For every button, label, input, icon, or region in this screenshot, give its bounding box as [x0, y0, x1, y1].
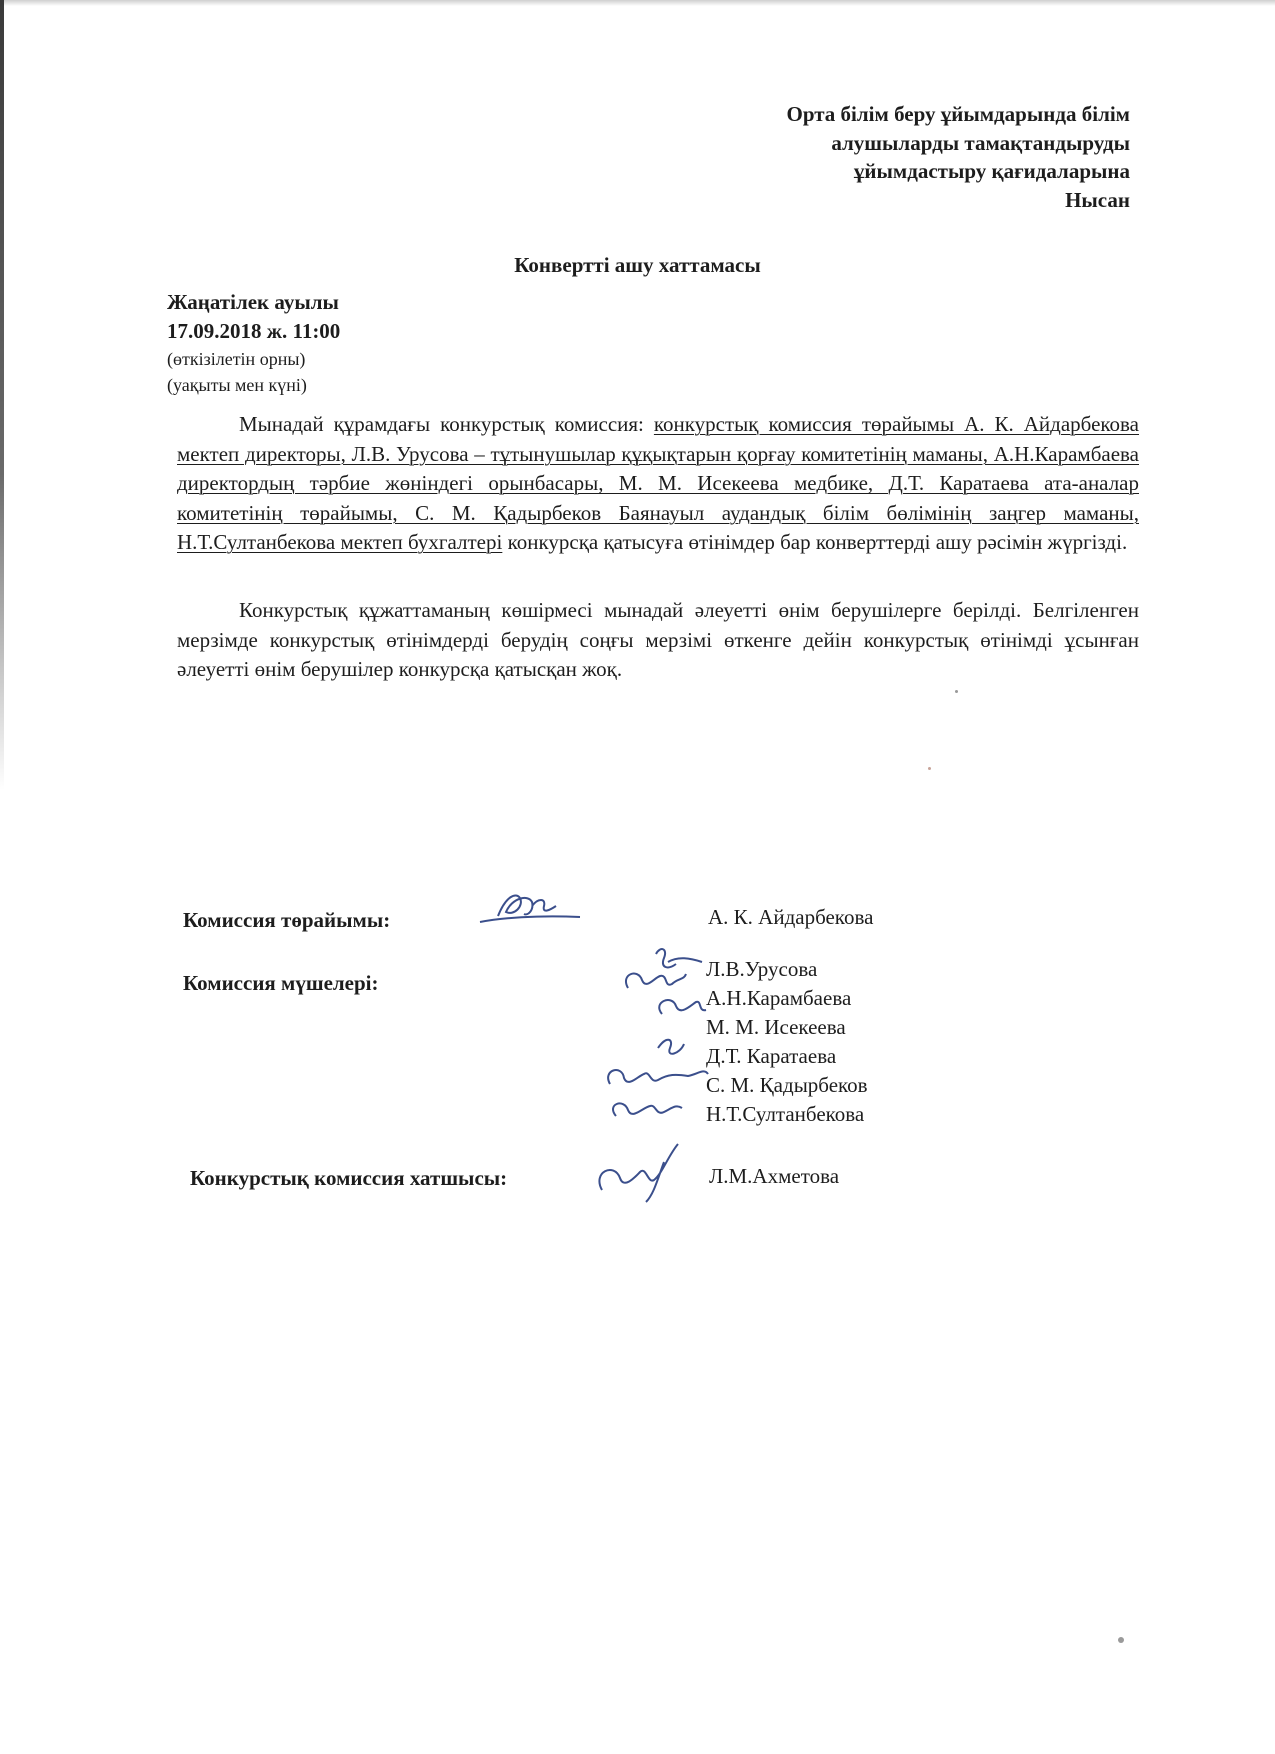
header-line: ұйымдастыру қағидаларына — [853, 159, 1130, 183]
paragraph-lead: Мынадай құрамдағы конкурстық комиссия: — [239, 412, 654, 436]
members-label: Комиссия мүшелері: — [183, 971, 379, 995]
secretary-signature-image — [588, 1136, 698, 1206]
member-name: Л.В.Урусова — [706, 957, 818, 981]
result-paragraph — [177, 596, 1139, 685]
scan-top-shadow — [0, 0, 1275, 6]
place-caption: (өткізілетін орны) — [167, 349, 306, 369]
header-line: Нысан — [1065, 187, 1130, 212]
datetime-caption: (уақыты мен күні) — [167, 375, 307, 395]
commission-paragraph — [177, 410, 1139, 558]
header-note — [640, 100, 1130, 214]
member-name: Д.Т. Каратаева — [706, 1044, 837, 1068]
members-list — [706, 955, 868, 1129]
member-name: М. М. Исекеева — [706, 1015, 846, 1039]
secretary-label: Конкурстық комиссия хатшысы: — [190, 1166, 508, 1190]
datetime: 17.09.2018 ж. 11:00 — [167, 319, 341, 343]
member-name: Н.Т.Султанбекова — [706, 1102, 865, 1126]
scan-speck — [1118, 1637, 1124, 1643]
chair-label: Комиссия төрайымы: — [183, 908, 391, 932]
scan-speck — [928, 767, 931, 770]
header-line: алушыларды тамақтандыруды — [831, 130, 1130, 155]
place-date-block — [167, 288, 340, 398]
document-title: Конвертті ашу хаттамасы — [514, 253, 761, 277]
result-text: Конкурстық құжаттаманың көшірмесі мынадай әлеуетті өнім берушілерге берілді. Белгіленген мерзімде конкурстық өтінімдерді берудің соңғы мерзімі өткенге дейін конкурстық өтінімді ұсынған әлеуетті өнім берушілер конкурсқа қатысқан жоқ. — [177, 598, 1139, 681]
secretary-name: Л.М.Ахметова — [709, 1164, 840, 1188]
chair-signature-image — [476, 888, 586, 928]
member-signatures-image — [598, 944, 716, 1144]
member-name: С. М. Қадырбеков — [706, 1073, 868, 1097]
scan-left-edge — [0, 0, 4, 790]
header-line: Орта білім беру ұйымдарында білім — [786, 102, 1130, 126]
chair-name: А. К. Айдарбекова — [708, 905, 874, 929]
member-name: А.Н.Карамбаева — [706, 986, 852, 1010]
commission-members-text: конкурстық комиссия төрайымы А. К. Айдарбекова мектеп директоры, Л.В. Урусова – тұтынушылар құқықтарын қорғау комитетінің маманы, А.Н.Карамбаева директордың тәрбие жөніндегі орынбасары, М. М. Исекеева медбике, Д.Т. Каратаева ата-аналар комитетінің төрайымы, С. М. Қадырбеков Баянауыл аудандық білім бөлімінің заңгер маманы, Н.Т.Султанбекова мектеп бухгалтері — [177, 412, 1140, 554]
paragraph-tail: конкурсқа қатысуға өтінімдер бар конверттерді ашу рәсімін жүргізді. — [502, 530, 1128, 554]
scan-speck — [955, 690, 958, 693]
place: Жаңатілек ауылы — [167, 290, 339, 314]
